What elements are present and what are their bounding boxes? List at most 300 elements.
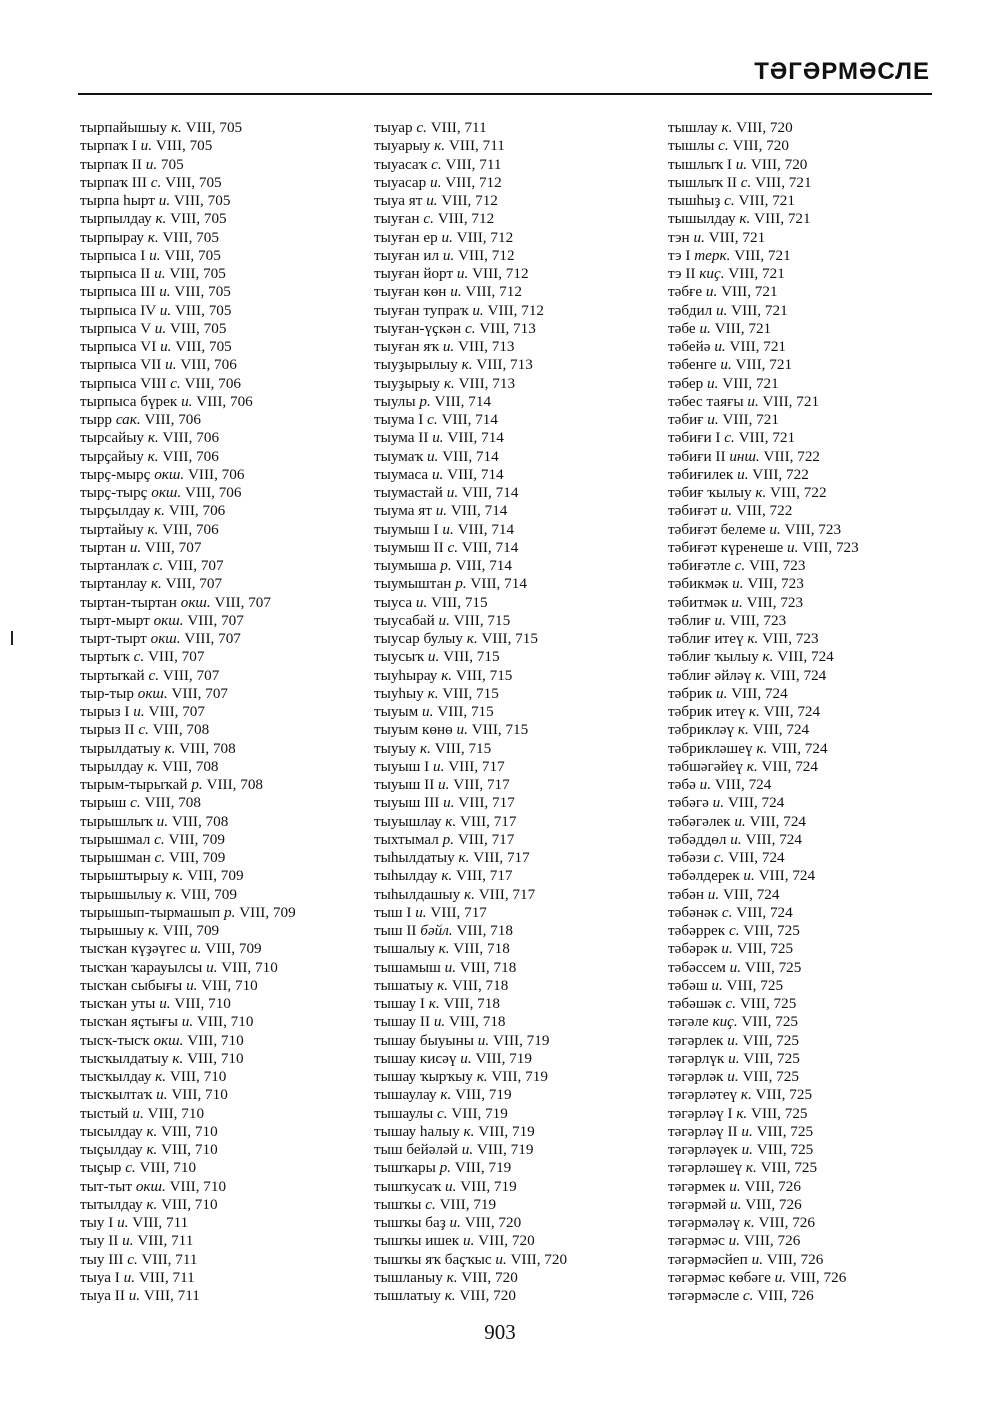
entry-headword: тышамыш: [374, 958, 441, 976]
entry-reference: VIII, 719: [455, 1086, 512, 1104]
entry-headword: тырышыу: [80, 922, 145, 939]
entry-abbreviation: и.: [729, 958, 742, 976]
entry-headword: тышлыҡ II: [668, 173, 737, 191]
entry-headword: тыумастай: [374, 484, 443, 501]
entry-headword: тышлы: [668, 137, 715, 155]
entry-abbreviation: и.: [415, 593, 428, 611]
entry-reference: VIII, 723: [748, 557, 806, 574]
index-entry: [374, 502, 664, 520]
entry-abbreviation: и.: [747, 392, 759, 410]
entry-reference: VIII, 720: [478, 1232, 535, 1250]
index-entry: [80, 1159, 370, 1177]
entry-reference: VIII, 714: [442, 447, 499, 465]
index-entry: [374, 594, 664, 612]
index-column-3: [668, 119, 968, 1305]
entry-headword: тәбиғи II: [668, 447, 726, 465]
entry-reference: VIII, 720: [461, 1268, 518, 1286]
index-entry: [374, 758, 664, 776]
index-entry: [668, 867, 968, 885]
entry-headword: тырпыса VIII: [80, 374, 167, 392]
entry-reference: VIII, 720: [464, 1214, 522, 1231]
entry-reference: VIII, 712: [487, 301, 545, 319]
entry-headword: тәгәрмәсле: [668, 1287, 740, 1304]
entry-headword: тыуа I: [80, 1268, 120, 1286]
entry-headword: тырр: [80, 411, 113, 428]
entry-reference: VIII, 717: [430, 903, 487, 921]
entry-abbreviation: и.: [693, 228, 705, 246]
entry-abbreviation: и.: [438, 776, 450, 793]
entry-headword: тышаулы: [374, 1104, 434, 1122]
entry-headword: тәблиғ әйләү: [668, 666, 752, 684]
entry-abbreviation: р.: [191, 776, 203, 793]
entry-reference: VIII, 709: [168, 849, 226, 866]
index-entry: [374, 521, 664, 539]
entry-abbreviation: и.: [438, 611, 450, 629]
entry-headword: тысҡылдатыу: [80, 1049, 169, 1067]
entry-headword: тышланыу: [374, 1268, 443, 1286]
index-entry: [374, 1068, 664, 1086]
entry-headword: тыш бейәләй: [374, 1141, 458, 1158]
entry-headword: тышҡы: [374, 1195, 422, 1213]
index-entry: [374, 575, 664, 593]
index-entry: [374, 1251, 664, 1269]
index-entry: [374, 247, 664, 265]
entry-reference: VIII, 715: [471, 721, 529, 739]
entry-abbreviation: к.: [147, 757, 159, 775]
entry-headword: тысҡан яҫтығы: [80, 1013, 178, 1031]
index-entry: [668, 265, 968, 283]
index-entry: [668, 375, 968, 393]
index-entry: [374, 667, 664, 685]
entry-abbreviation: с.: [127, 1250, 138, 1268]
index-entry: [80, 429, 370, 447]
entry-abbreviation: к.: [476, 1068, 488, 1085]
index-entry: [668, 940, 968, 958]
index-entry: [80, 1068, 370, 1086]
entry-headword: тыуарыу: [374, 137, 431, 155]
entry-headword: тыртыҡ: [80, 648, 130, 666]
entry-headword: тырт-мырт: [80, 611, 150, 629]
index-entry: [374, 1159, 664, 1177]
entry-reference: VIII, 721: [734, 246, 791, 264]
entry-reference: VIII, 714: [447, 429, 504, 447]
entry-abbreviation: с.: [138, 721, 149, 739]
index-entry: [80, 1013, 370, 1031]
entry-abbreviation: к.: [745, 1159, 757, 1177]
index-entry: [374, 557, 664, 575]
entry-headword: тыртайыу: [80, 520, 144, 538]
index-entry: [668, 338, 968, 356]
index-entry: [668, 1287, 968, 1305]
index-entry: [374, 429, 664, 447]
entry-headword: тыш II: [374, 922, 417, 939]
entry-abbreviation: к.: [755, 484, 767, 501]
entry-reference: VIII, 718: [449, 1013, 506, 1031]
entry-abbreviation: и.: [430, 173, 442, 191]
index-entry: [668, 575, 968, 593]
entry-reference: VIII, 724: [749, 812, 807, 830]
index-entry: [374, 156, 664, 174]
entry-headword: тәбес таяғы: [668, 392, 744, 410]
index-entry: [374, 849, 664, 867]
index-entry: [374, 685, 664, 703]
entry-abbreviation: и.: [456, 265, 469, 282]
entry-reference: VIII, 725: [741, 1013, 799, 1031]
page-number: 903: [484, 1320, 516, 1344]
entry-headword: тәбиғәтле: [668, 557, 731, 574]
entry-headword: тырпыса I: [80, 246, 146, 264]
index-entry: [80, 229, 370, 247]
entry-abbreviation: к.: [445, 812, 457, 830]
entry-abbreviation: с.: [464, 319, 476, 337]
index-entry: [80, 940, 370, 958]
header-rule: [78, 93, 932, 95]
entry-headword: тыумыштан: [374, 575, 452, 593]
entry-reference: VIII, 725: [743, 922, 800, 939]
entry-reference: VIII, 713: [476, 356, 533, 374]
entry-headword: тырылдатыу: [80, 739, 161, 757]
entry-reference: VIII, 713: [458, 374, 516, 392]
entry-headword: тыуҙырылыу: [374, 356, 458, 374]
entry-headword: тәбәссем: [668, 958, 726, 976]
entry-headword: тәбән: [668, 885, 704, 903]
entry-abbreviation: и.: [737, 465, 749, 483]
index-entry: [374, 320, 664, 338]
entry-reference: VIII, 726: [766, 1250, 824, 1268]
entry-reference: VIII, 725: [744, 958, 802, 976]
index-entry: [80, 502, 370, 520]
margin-mark: [11, 631, 13, 645]
entry-abbreviation: и.: [720, 356, 732, 374]
index-entry: [668, 831, 968, 849]
entry-reference: VIII, 721: [731, 301, 788, 319]
entry-abbreviation: к.: [443, 374, 455, 392]
entry-reference: VIII, 721: [714, 319, 772, 337]
entry-abbreviation: к.: [762, 648, 774, 666]
index-entry: [668, 1214, 968, 1232]
entry-headword: тәбитмәк: [668, 593, 728, 611]
entry-abbreviation: и.: [156, 1086, 168, 1104]
index-entry: [668, 922, 968, 940]
index-entry: [668, 1269, 968, 1287]
entry-headword: тыт-тыт: [80, 1177, 133, 1195]
entry-abbreviation: и.: [426, 192, 438, 209]
entry-headword: тыуған ер: [374, 228, 438, 246]
entry-abbreviation: с.: [130, 794, 141, 812]
index-entry: [374, 411, 664, 429]
entry-abbreviation: с.: [152, 557, 164, 574]
entry-reference: VIII, 717: [458, 794, 515, 812]
index-entry: [668, 429, 968, 447]
entry-reference: VIII, 724: [745, 830, 802, 848]
entry-headword: тыш I: [374, 903, 412, 921]
index-entry: [80, 192, 370, 210]
entry-abbreviation: и.: [720, 502, 733, 520]
entry-headword: тысҡан күҙәүгес: [80, 940, 187, 958]
entry-headword: тытылдау: [80, 1195, 143, 1213]
entry-abbreviation: киҫ.: [712, 1013, 738, 1031]
entry-abbreviation: р.: [224, 903, 236, 921]
entry-headword: тыумаса: [374, 465, 429, 483]
entry-abbreviation: и.: [743, 867, 755, 885]
index-entry: [80, 1214, 370, 1232]
entry-headword: тәгәрләү I: [668, 1104, 733, 1122]
entry-reference: VIII, 711: [143, 1287, 200, 1304]
entry-reference: VIII, 706: [144, 411, 201, 428]
index-entry: [374, 119, 664, 137]
entry-abbreviation: к.: [747, 630, 759, 647]
entry-reference: VIII, 725: [751, 1104, 808, 1122]
entry-abbreviation: и.: [133, 703, 145, 720]
entry-headword: тыстый: [80, 1104, 129, 1122]
entry-abbreviation: к.: [172, 867, 184, 885]
entry-abbreviation: и.: [445, 1177, 457, 1195]
entry-reference: VIII, 724: [727, 794, 785, 812]
entry-abbreviation: р.: [439, 1159, 451, 1177]
index-entry: [668, 320, 968, 338]
entry-abbreviation: и.: [422, 703, 434, 720]
index-entry: [374, 174, 664, 192]
entry-reference: VIII, 717: [453, 776, 510, 793]
index-entry: [374, 922, 664, 940]
entry-headword: тыуышлау: [374, 812, 442, 830]
entry-reference: VIII, 721: [754, 210, 811, 228]
entry-headword: тыуһырау: [374, 666, 438, 684]
entry-headword: тәбәрәк: [668, 940, 718, 958]
index-entry: [374, 375, 664, 393]
entry-abbreviation: и.: [443, 794, 455, 812]
entry-abbreviation: и.: [427, 648, 440, 666]
entry-headword: тыуған: [374, 210, 420, 228]
index-entry: [668, 977, 968, 995]
entry-reference: VIII, 720: [750, 155, 808, 173]
entry-headword: тырышып-тырмашып: [80, 903, 221, 921]
entry-abbreviation: и.: [728, 1232, 740, 1250]
entry-abbreviation: с.: [742, 1287, 754, 1304]
index-entry: [668, 137, 968, 155]
entry-headword: тыумаҡ: [374, 447, 424, 465]
index-entry: [80, 1287, 370, 1305]
entry-reference: VIII, 723: [747, 575, 804, 593]
entry-reference: VIII, 723: [762, 630, 819, 647]
entry-abbreviation: с.: [724, 429, 735, 447]
entry-abbreviation: и.: [699, 319, 711, 337]
index-entry: [374, 302, 664, 320]
index-entry: [668, 1086, 968, 1104]
entry-reference: VIII, 715: [443, 648, 500, 666]
entry-abbreviation: к.: [150, 575, 162, 593]
entry-headword: тәбәррек: [668, 922, 726, 939]
entry-abbreviation: с.: [725, 995, 737, 1012]
entry-abbreviation: к.: [746, 757, 758, 775]
entry-headword: тыусабай: [374, 611, 435, 629]
entry-abbreviation: и.: [415, 903, 427, 921]
entry-reference: VIII, 713: [458, 338, 515, 355]
index-entry: [374, 448, 664, 466]
entry-abbreviation: с.: [728, 922, 740, 939]
entry-abbreviation: и.: [189, 940, 202, 958]
index-entry: [374, 886, 664, 904]
index-entry: [80, 119, 370, 137]
entry-abbreviation: и.: [145, 155, 158, 173]
entry-reference: VIII, 723: [746, 593, 804, 611]
index-entry: [80, 1086, 370, 1104]
entry-abbreviation: р.: [455, 575, 467, 593]
index-entry: [668, 959, 968, 977]
index-entry: [374, 1141, 664, 1159]
index-entry: [668, 302, 968, 320]
index-entry: [374, 648, 664, 666]
entry-headword: тәгәрмәләү: [668, 1214, 740, 1231]
entry-headword: тәгәрләүек: [668, 1141, 738, 1158]
index-entry: [668, 1141, 968, 1159]
entry-abbreviation: и.: [477, 1031, 490, 1049]
index-entry: [374, 539, 664, 557]
entry-abbreviation: к.: [165, 885, 177, 903]
entry-reference: VIII, 712: [456, 228, 514, 246]
entry-headword: тыуған-үҫкән: [374, 319, 462, 337]
entry-headword: тәбәш: [668, 976, 708, 994]
entry-headword: тәблиғ ҡылыу: [668, 648, 759, 666]
entry-abbreviation: и.: [431, 465, 444, 483]
entry-reference: VIII, 720: [732, 137, 789, 155]
entry-headword: тәблиғ итеү: [668, 630, 744, 647]
entry-headword: тәбәгәлек: [668, 812, 731, 830]
index-entry: [668, 356, 968, 374]
entry-abbreviation: с.: [150, 173, 162, 191]
entry-reference: VIII, 724: [731, 684, 788, 702]
entry-reference: VIII, 714: [461, 484, 519, 501]
entry-reference: VIII, 711: [448, 137, 505, 155]
entry-abbreviation: с.: [133, 648, 145, 666]
entry-headword: тышатыу: [374, 976, 434, 994]
entry-abbreviation: к.: [755, 666, 766, 684]
index-entry: [80, 886, 370, 904]
entry-headword: тыумыш I: [374, 520, 439, 538]
index-entry: [80, 466, 370, 484]
entry-headword: тыу III: [80, 1250, 124, 1268]
entry-abbreviation: и.: [159, 995, 171, 1012]
entry-reference: VIII, 711: [138, 1268, 195, 1286]
entry-abbreviation: окш.: [150, 630, 181, 647]
index-entry: [374, 794, 664, 812]
entry-reference: VIII, 721: [729, 338, 787, 355]
entry-reference: VIII, 719: [476, 1141, 534, 1158]
entry-abbreviation: к.: [444, 1287, 456, 1304]
entry-headword: тыһылдашыу: [374, 885, 461, 903]
index-entry: [668, 630, 968, 648]
entry-headword: тыуыш I: [374, 757, 430, 775]
index-entry: [80, 922, 370, 940]
entry-headword: тыу II: [80, 1232, 119, 1250]
entry-abbreviation: с.: [431, 155, 442, 173]
entry-headword: тысылдау: [80, 1122, 143, 1140]
entry-reference: VIII, 723: [784, 520, 842, 538]
entry-headword: тыусыҡ: [374, 648, 425, 666]
entry-abbreviation: и.: [732, 575, 744, 593]
entry-reference: VIII, 717: [459, 812, 517, 830]
index-entry: [668, 667, 968, 685]
entry-reference: VIII, 707: [162, 666, 220, 684]
entry-abbreviation: с.: [718, 137, 729, 155]
entry-abbreviation: к.: [739, 210, 751, 228]
entry-reference: VIII, 708: [171, 812, 229, 830]
entry-headword: тәбәшәк: [668, 995, 722, 1012]
entry-reference: VIII, 722: [735, 502, 793, 520]
entry-abbreviation: к.: [740, 1086, 752, 1104]
entry-headword: тыусар булыу: [374, 630, 463, 647]
entry-abbreviation: с.: [437, 1104, 448, 1122]
entry-reference: VIII, 719: [439, 1195, 497, 1213]
entry-headword: тырпыса IV: [80, 301, 156, 319]
index-entry: [668, 502, 968, 520]
entry-headword: тырышылыу: [80, 885, 162, 903]
index-entry: [668, 740, 968, 758]
entry-abbreviation: и.: [433, 757, 445, 775]
entry-headword: тышлатыу: [374, 1287, 441, 1304]
entry-reference: VIII, 726: [745, 1195, 802, 1213]
entry-abbreviation: с.: [740, 173, 752, 191]
entry-headword: тәбиғ: [668, 411, 704, 428]
entry-reference: VIII, 726: [789, 1268, 847, 1286]
entry-reference: VIII, 714: [450, 502, 508, 520]
entry-reference: VIII, 724: [769, 666, 827, 684]
entry-reference: VIII, 712: [445, 173, 502, 191]
index-entry: [374, 721, 664, 739]
entry-headword: тыҫылдау: [80, 1141, 143, 1158]
entry-abbreviation: бәйл.: [420, 922, 453, 939]
entry-reference: VIII, 708: [162, 757, 219, 775]
entry-headword: тәгәрмәсйеп: [668, 1250, 748, 1268]
index-entry: [80, 302, 370, 320]
entry-reference: VIII, 715: [455, 666, 513, 684]
entry-headword: тыуыш II: [374, 776, 435, 793]
entry-abbreviation: с.: [721, 903, 733, 921]
index-entry: [668, 448, 968, 466]
entry-abbreviation: и.: [734, 812, 746, 830]
entry-abbreviation: к.: [441, 666, 453, 684]
entry-reference: VIII, 725: [756, 1122, 814, 1140]
entry-headword: тышау I: [374, 995, 425, 1012]
entry-abbreviation: к.: [146, 1122, 158, 1140]
entry-reference: VIII, 715: [481, 630, 538, 647]
index-entry: [374, 1013, 664, 1031]
entry-headword: тәбиғәт белеме: [668, 520, 766, 538]
entry-reference: VIII, 707: [214, 593, 271, 611]
index-entry: [374, 1032, 664, 1050]
entry-abbreviation: и.: [159, 301, 172, 319]
entry-abbreviation: с.: [734, 557, 746, 574]
index-entry: [80, 667, 370, 685]
entry-reference: VIII, 725: [739, 995, 797, 1012]
entry-headword: тыртан: [80, 538, 126, 556]
entry-headword: тырҫ-тырҫ: [80, 484, 148, 501]
entry-abbreviation: к.: [461, 356, 473, 374]
entry-abbreviation: и.: [699, 776, 712, 793]
entry-headword: тәбәлдерек: [668, 867, 740, 885]
index-entry: [374, 612, 664, 630]
index-entry: [374, 466, 664, 484]
entry-headword: тыртанлау: [80, 575, 148, 593]
entry-reference: VIII, 710: [187, 1031, 244, 1049]
entry-reference: VIII, 707: [165, 575, 223, 593]
entry-reference: VIII, 705: [174, 301, 232, 319]
index-entry: [374, 1269, 664, 1287]
entry-abbreviation: и.: [728, 1049, 740, 1067]
entry-reference: VIII, 720: [510, 1250, 568, 1268]
entry-reference: VIII, 710: [147, 1104, 205, 1122]
entry-reference: VIII, 706: [184, 484, 242, 501]
